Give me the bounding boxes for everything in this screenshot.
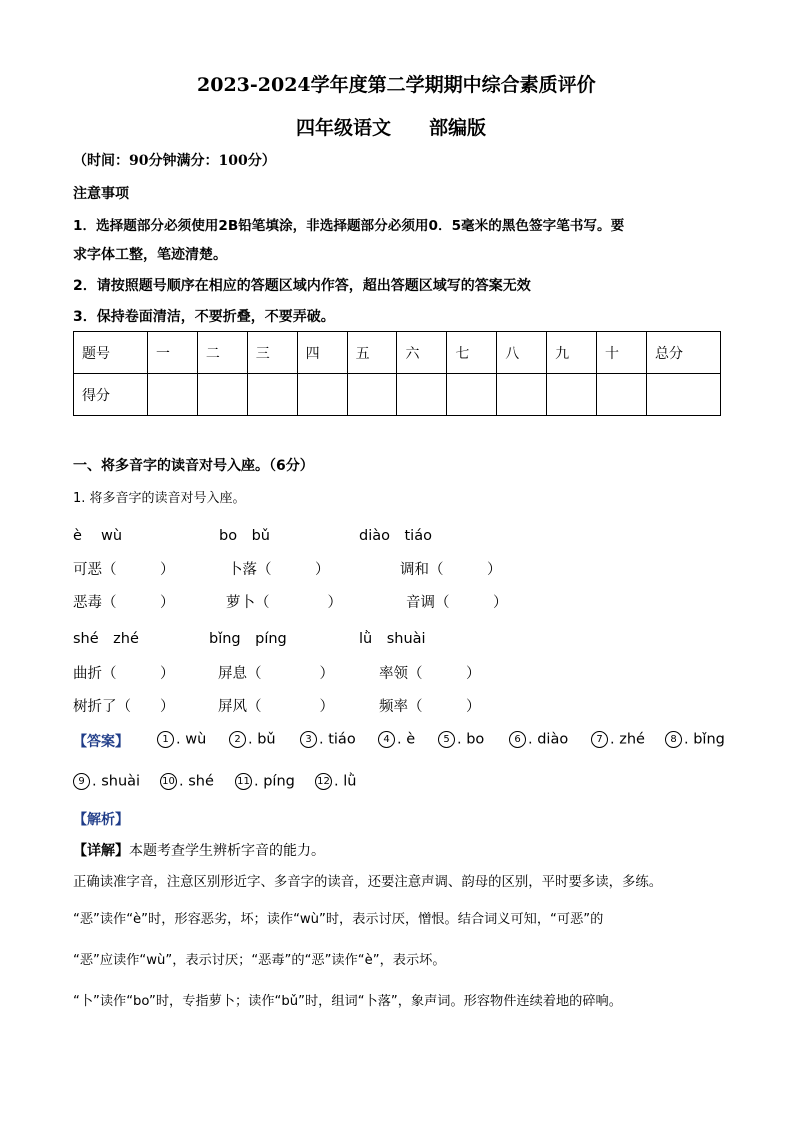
circled-number: 5 <box>438 731 455 748</box>
pinyin-options: bo bǔ <box>219 528 270 544</box>
score-cell: 题号 <box>74 332 148 374</box>
circled-number: 9 <box>73 773 90 790</box>
answer-item: 5 . bo <box>438 731 484 748</box>
question-1: 1. 将多音字的读音对号入座。 <box>73 491 246 506</box>
circled-number: 1 <box>157 731 174 748</box>
analysis-paragraph-2-line-2: “恶”应读作“wù”，表示讨厌；“恶毒”的“恶”读作“è”，表示坏。 <box>73 953 446 968</box>
score-cell: 九 <box>547 332 597 374</box>
analysis-paragraph-2-line-1: “恶”读作“è”时，形容恶劣，坏；读作“wù”时，表示讨厌，憎恨。结合词义可知，“可恶”的 <box>73 912 604 927</box>
circled-number: 7 <box>591 731 608 748</box>
answer-item: 3 . tiáo <box>300 731 356 748</box>
score-input-cell[interactable] <box>597 374 647 416</box>
score-cell: 四 <box>297 332 347 374</box>
score-cell: 二 <box>197 332 247 374</box>
pinyin-options: lǜ shuài <box>359 631 426 647</box>
score-input-cell[interactable] <box>547 374 597 416</box>
score-input-cell[interactable] <box>297 374 347 416</box>
score-table-header-row <box>74 332 721 374</box>
score-table <box>73 331 721 416</box>
exam-title: 2023-2024学年度第二学期期中综合素质评价 <box>197 74 596 96</box>
circled-number: 10 <box>160 773 177 790</box>
notice-item-1-line-2: 求字体工整，笔迹清楚。 <box>73 247 227 263</box>
analysis-paragraph-3: “卜”读作“bo”时，专指萝卜；读作“bǔ”时，组词“卜落”，象声词。形容物件连续着地的碎响。 <box>73 994 622 1009</box>
answer-item: 8 . bǐng <box>665 731 725 748</box>
word-blank: 可恶（ ） <box>73 562 175 578</box>
word-blank: 树折了（ ） <box>73 699 175 715</box>
answer-item: 4 . è <box>378 731 415 748</box>
word-blank: 调和（ ） <box>400 562 502 578</box>
word-blank: 频率（ ） <box>379 699 481 715</box>
word-blank: 率领（ ） <box>379 666 481 682</box>
word-blank: 萝卜（ ） <box>226 595 342 611</box>
pinyin-options: shé zhé <box>73 631 139 647</box>
word-blank: 屏息（ ） <box>218 666 334 682</box>
exam-time: （时间：90分钟满分：100分） <box>73 153 276 169</box>
score-cell: 七 <box>447 332 497 374</box>
word-blank: 卜落（ ） <box>228 562 330 578</box>
score-input-cell[interactable] <box>247 374 297 416</box>
answer-item: 12 . lǜ <box>315 773 356 790</box>
exam-subtitle: 四年级语文 部编版 <box>296 117 487 139</box>
notice-item-2: 2．请按照题号顺序在相应的答题区域内作答，超出答题区域写的答案无效 <box>73 278 531 294</box>
score-input-cell[interactable] <box>647 374 721 416</box>
circled-number: 2 <box>229 731 246 748</box>
word-blank: 曲折（ ） <box>73 666 175 682</box>
answer-item: 10 . shé <box>160 773 214 790</box>
answer-item: 1 . wù <box>157 731 206 748</box>
score-cell: 八 <box>497 332 547 374</box>
pinyin-options: diào tiáo <box>359 528 432 544</box>
score-cell: 三 <box>247 332 297 374</box>
word-blank: 恶毒（ ） <box>73 595 175 611</box>
answer-item: 6 . diào <box>509 731 568 748</box>
answer-item: 9 . shuài <box>73 773 140 790</box>
analysis-paragraph-1: 正确读准字音，注意区别形近字、多音字的读音，还要注意声调、韵母的区别，平时要多读，多练。 <box>73 875 663 890</box>
word-blank: 屏风（ ） <box>218 699 334 715</box>
pinyin-options: è wù <box>73 528 123 544</box>
answer-item: 2 . bǔ <box>229 731 276 748</box>
score-cell: 十 <box>597 332 647 374</box>
score-cell: 一 <box>148 332 198 374</box>
score-input-cell[interactable] <box>197 374 247 416</box>
answer-label: 【答案】 <box>73 734 129 750</box>
score-input-cell[interactable] <box>447 374 497 416</box>
score-cell: 得分 <box>74 374 148 416</box>
circled-number: 3 <box>300 731 317 748</box>
score-input-cell[interactable] <box>497 374 547 416</box>
score-input-cell[interactable] <box>397 374 447 416</box>
analysis-label: 【解析】 <box>73 812 129 828</box>
circled-number: 8 <box>665 731 682 748</box>
pinyin-options: bǐng píng <box>209 631 287 647</box>
word-blank: 音调（ ） <box>406 595 508 611</box>
circled-number: 4 <box>378 731 395 748</box>
notice-item-3: 3．保持卷面清洁，不要折叠，不要弄破。 <box>73 309 335 325</box>
answer-item: 7 . zhé <box>591 731 645 748</box>
notice-item-1-line-1: 1．选择题部分必须使用2B铅笔填涂，非选择题部分必须用0．5毫米的黑色签字笔书写。要 <box>73 218 625 234</box>
circled-number: 6 <box>509 731 526 748</box>
score-input-cell[interactable] <box>148 374 198 416</box>
score-cell: 五 <box>347 332 397 374</box>
score-cell: 总分 <box>647 332 721 374</box>
score-cell: 六 <box>397 332 447 374</box>
section-1-heading: 一、将多音字的读音对号入座。（6分） <box>73 458 314 474</box>
circled-number: 12 <box>315 773 332 790</box>
circled-number: 11 <box>235 773 252 790</box>
score-table-score-row <box>74 374 721 416</box>
notice-heading: 注意事项 <box>73 186 129 202</box>
score-input-cell[interactable] <box>347 374 397 416</box>
detail-paragraph: 【详解】本题考查学生辨析字音的能力。 <box>73 843 325 859</box>
answer-item: 11 . píng <box>235 773 295 790</box>
